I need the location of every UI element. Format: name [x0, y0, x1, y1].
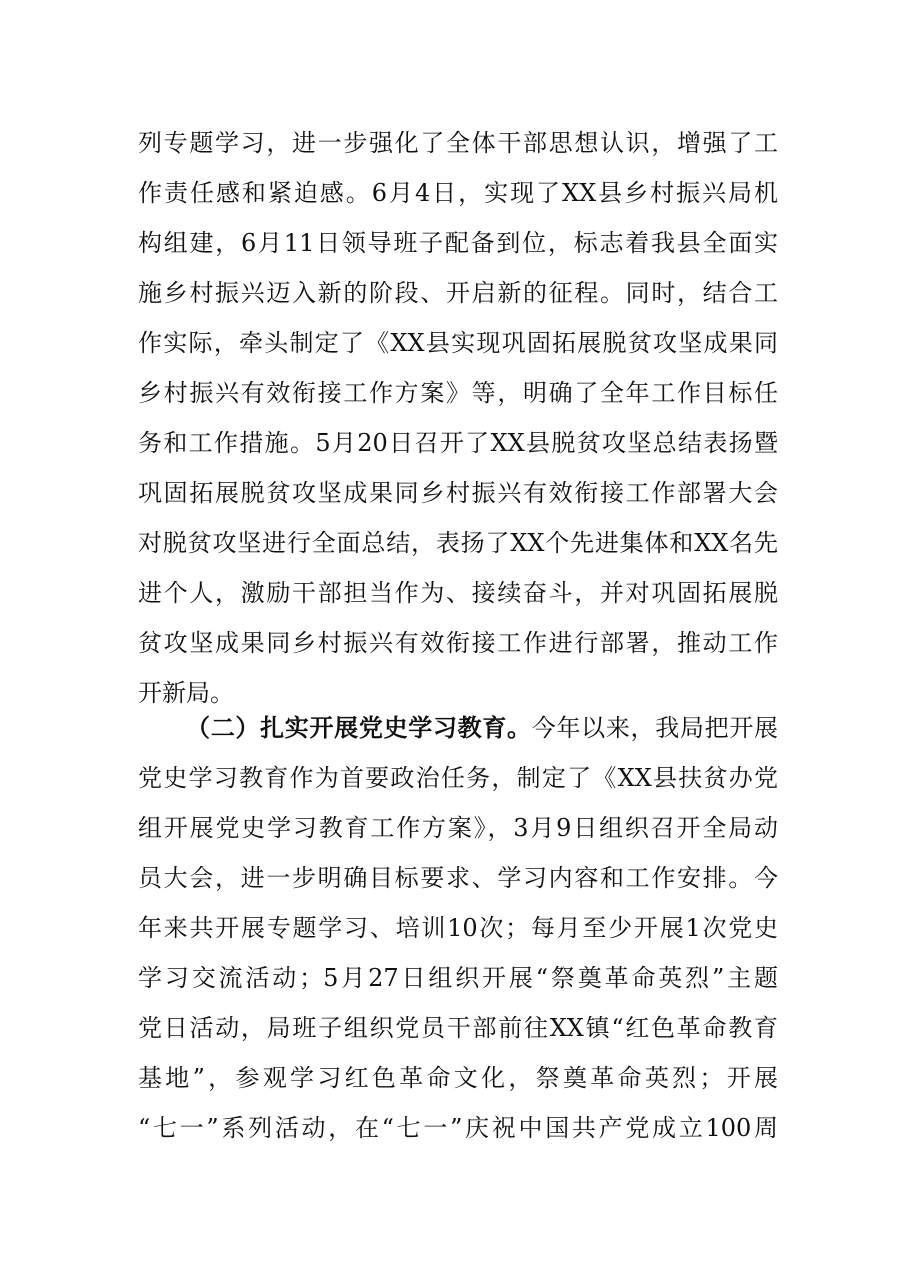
paragraph-2-line-3: 组开展党史学习教育工作方案》，3月9日组织召开全局动 — [138, 814, 778, 842]
paragraph-2-line-1-rest: 今年以来，我局把开展 — [531, 714, 779, 742]
paragraph-1-line-8: 巩固拓展脱贫攻坚成果同乡村振兴有效衔接工作部署大会 — [138, 479, 778, 507]
paragraph-2-line-6: 学习交流活动；5月27日组织开展“祭奠革命英烈”主题 — [138, 964, 778, 992]
paragraph-2-line-2: 党史学习教育作为首要政治任务，制定了《XX县扶贫办党 — [138, 764, 778, 792]
paragraph-2-line-9: “七一”系列活动，在“七一”庆祝中国共产党成立100周 — [138, 1114, 778, 1142]
paragraph-1-line-4: 施乡村振兴迈入新的阶段、开启新的征程。同时，结合工 — [138, 279, 778, 307]
section-heading: （二）扎实开展党史学习教育。 — [186, 713, 532, 742]
paragraph-2-line-4: 员大会，进一步明确目标要求、学习内容和工作安排。今 — [138, 864, 778, 892]
paragraph-2-line-8: 基地”，参观学习红色革命文化，祭奠革命英烈；开展 — [138, 1064, 778, 1092]
paragraph-1-line-9: 对脱贫攻坚进行全面总结，表扬了XX个先进集体和XX名先 — [138, 529, 778, 557]
paragraph-2-line-5: 年来共开展专题学习、培训10次；每月至少开展1次党史 — [138, 914, 778, 942]
paragraph-1-line-5: 作实际，牵头制定了《XX县实现巩固拓展脱贫攻坚成果同 — [138, 329, 778, 357]
paragraph-1-line-12: 开新局。 — [138, 679, 234, 707]
paragraph-1-line-2: 作责任感和紧迫感。6月4日，实现了XX县乡村振兴局机 — [138, 179, 778, 207]
paragraph-2-line-7: 党日活动，局班子组织党员干部前往XX镇“红色革命教育 — [138, 1014, 778, 1042]
paragraph-1-line-6: 乡村振兴有效衔接工作方案》等，明确了全年工作目标任 — [138, 379, 778, 407]
paragraph-1-line-3: 构组建，6月11日领导班子配备到位，标志着我县全面实 — [138, 229, 778, 257]
paragraph-2-first-line — [186, 708, 778, 748]
paragraph-1-line-10: 进个人，激励干部担当作为、接续奋斗，并对巩固拓展脱 — [138, 579, 778, 607]
paragraph-1-line-7: 务和工作措施。5月20日召开了XX县脱贫攻坚总结表扬暨 — [138, 429, 778, 457]
paragraph-1-line-11: 贫攻坚成果同乡村振兴有效衔接工作进行部署，推动工作 — [138, 629, 778, 657]
paragraph-1-line-1: 列专题学习，进一步强化了全体干部思想认识，增强了工 — [138, 129, 778, 157]
